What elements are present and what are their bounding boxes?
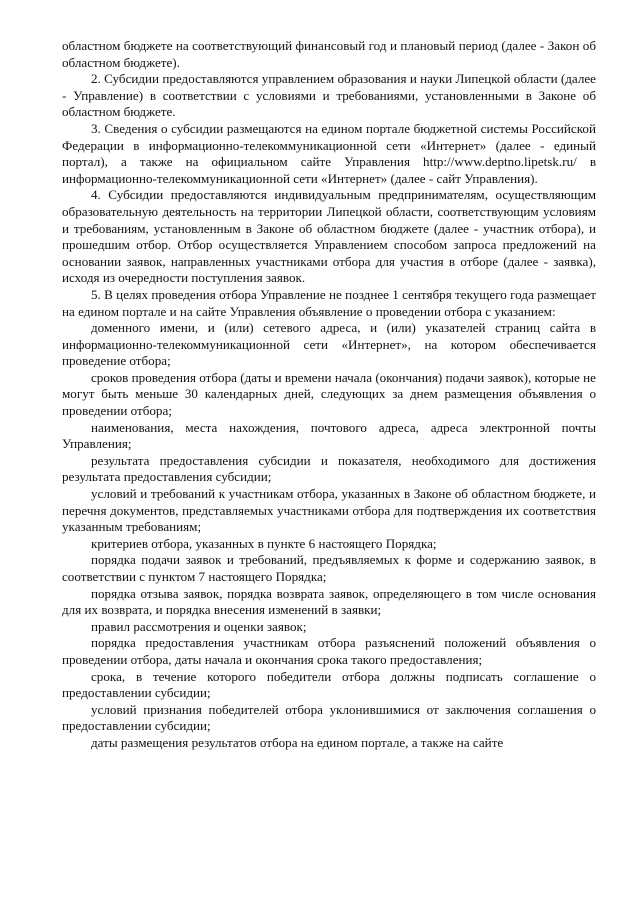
paragraph-item-3: 3. Сведения о субсидии размещаются на едином портале бюджетной системы Российской Федерации в информационно-телекоммуникационной сети «Интернет» (далее - единый портал), а также на официальном сайте Управления http://www.deptno.lipetsk.ru/ в информационно-телекоммуникационной сети «Интернет» (далее - сайт Управления). <box>62 120 596 186</box>
list-item-domain-name: доменного имени, и (или) сетевого адреса, и (или) указателей страниц сайта в информационно-телекоммуникационной сети «Интернет», на котором обеспечивается проведение отбора; <box>62 320 596 369</box>
paragraph-item-5: 5. В целях проведения отбора Управление не позднее 1 сентября текущего года размещает на едином портале и на сайте Управления объявление о проведении отбора с указанием: <box>62 286 596 319</box>
list-item-withdrawal-procedure: порядка отзыва заявок, порядка возврата заявок, определяющего в том числе основания для их возврата, и порядка внесения изменений в заявки; <box>62 585 596 618</box>
list-item-requirements: условий и требований к участникам отбора, указанных в Законе об областном бюджете, и перечня документов, представляемых участниками отбора для подтверждения их соответствия указанным требованиям; <box>62 486 596 535</box>
list-item-application-procedure: порядка подачи заявок и требований, предъявляемых к форме и содержанию заявок, в соответствии с пунктом 7 настоящего Порядка; <box>62 552 596 584</box>
list-item-results-publication: даты размещения результатов отбора на едином портале, а также на сайте <box>91 734 504 750</box>
list-item-contacts: наименования, места нахождения, почтового адреса, адреса электронной почты Управления; <box>62 419 596 452</box>
list-item-clarifications: порядка предоставления участникам отбора разъяснений положений объявления о проведении отбора, даты начала и окончания срока такого предоставления; <box>62 635 596 667</box>
list-item-evasion-conditions: условий признания победителей отбора уклонившимися от заключения соглашения о предоставлении субсидии; <box>62 701 596 734</box>
list-item-result: результата предоставления субсидии и показателя, необходимого для достижения результата предоставления субсидии; <box>62 452 596 485</box>
paragraph-item-4: 4. Субсидии предоставляются индивидуальным предпринимателям, осуществляющим образовательную деятельность на территории Липецкой области, соответствующим условиям и требованиям, установленным в Законе об областном бюджете (далее - участник отбора), и прошедшим отбор. Отбор осуществляется Управлением способом запроса предложений на основании заявок, направленных участниками отбора для участия в отборе (далее - заявка), исходя из очередности поступления заявок. <box>62 187 596 286</box>
paragraph-continuation: областном бюджете на соответствующий финансовый год и плановый период (далее - Закон об областном бюджете). <box>62 38 596 70</box>
list-item-signing-deadline: срока, в течение которого победители отбора должны подписать соглашение о предоставлении субсидии; <box>62 668 596 701</box>
list-item-deadlines: сроков проведения отбора (даты и времени начала (окончания) подачи заявок), которые не могут быть меньше 30 календарных дней, следующих за днем размещения объявления о проведении отбора; <box>62 369 596 419</box>
paragraph-item-2: 2. Субсидии предоставляются управлением образования и науки Липецкой области (далее - Управление) в соответствии с условиями и требованиями, установленными в Законе об областном бюджете. <box>62 71 596 120</box>
document-page <box>62 38 596 752</box>
list-item-criteria: критериев отбора, указанных в пункте 6 настоящего Порядка; <box>91 535 437 551</box>
list-item-evaluation-rules: правил рассмотрения и оценки заявок; <box>91 618 307 634</box>
